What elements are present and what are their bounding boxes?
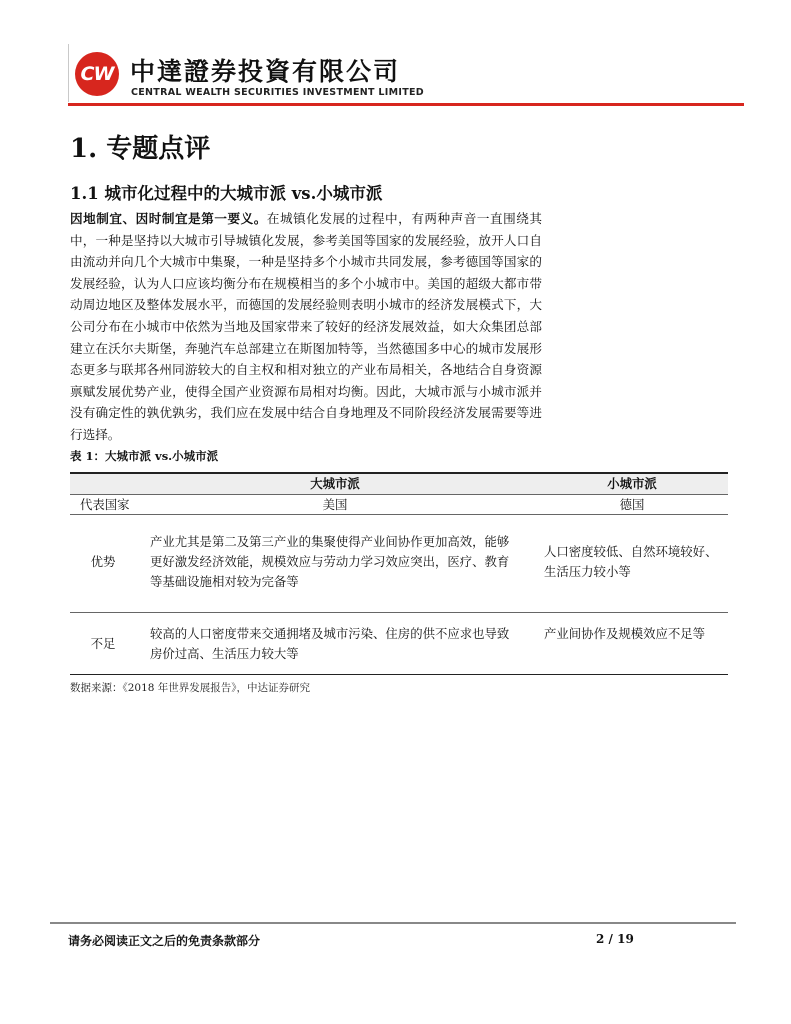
section-title: 1. 专题点评 bbox=[70, 134, 211, 164]
row-label-disadvantage: 不足 bbox=[90, 636, 116, 651]
cell-disadvantage-big: 较高的人口密度带来交通拥堵及城市污染、住房的供不应求也导致房价过高、生活压力较大等 bbox=[150, 626, 510, 661]
footer-disclaimer: 请务必阅读正文之后的免责条款部分 bbox=[68, 934, 261, 948]
header-rule bbox=[70, 494, 728, 495]
cell-advantage-big: 产业尤其是第二及第三产业的集聚使得产业间协作更加高效，能够更好激发经济效能，规模效应与劳动力学习效应突出，医疗、教育等基础设施相对较为完备等 bbox=[150, 534, 510, 589]
table-bottom-rule bbox=[70, 674, 728, 675]
company-name-cn: 中達證券投資有限公司 bbox=[130, 57, 401, 86]
subsection-title: 1.1 城市化过程中的大城市派 vs.小城市派 bbox=[70, 184, 383, 203]
logo-text: CW bbox=[80, 63, 114, 85]
row-rule bbox=[70, 612, 728, 613]
body-paragraph bbox=[70, 208, 542, 446]
subheader-small-country: 德国 bbox=[619, 497, 645, 512]
cell-advantage-small: 人口密度较低、自然环境较好、生活压力较小等 bbox=[544, 544, 718, 579]
subheader-label: 代表国家 bbox=[80, 497, 130, 512]
subheader-rule bbox=[70, 514, 728, 515]
table-caption: 表 1：大城市派 vs.小城市派 bbox=[70, 449, 219, 463]
footer-rule bbox=[50, 922, 736, 924]
subheader-big-country: 美国 bbox=[322, 497, 348, 512]
company-name-en: CENTRAL WEALTH SECURITIES INVESTMENT LIMITED bbox=[131, 87, 424, 98]
header-small-city: 小城市派 bbox=[607, 476, 657, 491]
paragraph-body: 在城镇化发展的过程中，有两种声音一直围绕其中，一种是坚持以大城市引导城镇化发展，参考美国等国家的发展经验，放开人口自由流动并向几个大城市中集聚，一种是坚持多个小城市共同发展，参考德国等国家的发展经验，认为人口应该均衡分布在规模相当的多个小城市中。美国的超级大都市带动周边地区及整体发展水平，而德国的发展经验则表明小城市的经济发展模式下，大公司分布在小城市中依然为当地及国家带来了较好的经济发展效益，如大众集团总部建立在沃尔夫斯堡，奔驰汽车总部建立在斯图加特等，当然德国多中心的城市发展形态更多与联邦各州同游较大的自主权和相对独立的产业布局相关，各地结合自身资源禀赋发展优势产业，使得全国产业资源布局相对均衡。因此，大城市派与小城市派并没有确定性的孰优孰劣，我们应在发展中结合自身地理及不同阶段经济发展需要等进行选择。 bbox=[70, 211, 543, 442]
page-number: 2 / 19 bbox=[596, 932, 634, 946]
paragraph-lead: 因地制宜、因时制宜是第一要义。 bbox=[70, 211, 267, 226]
header-divider bbox=[68, 44, 69, 102]
header-big-city: 大城市派 bbox=[310, 476, 360, 491]
row-label-advantage: 优势 bbox=[90, 554, 116, 569]
table-source: 数据来源：《2018 年世界发展报告》，中达证券研究 bbox=[70, 682, 311, 694]
company-logo bbox=[75, 52, 119, 96]
cell-disadvantage-small: 产业间协作及规模效应不足等 bbox=[544, 626, 706, 641]
header-rule bbox=[68, 103, 744, 106]
